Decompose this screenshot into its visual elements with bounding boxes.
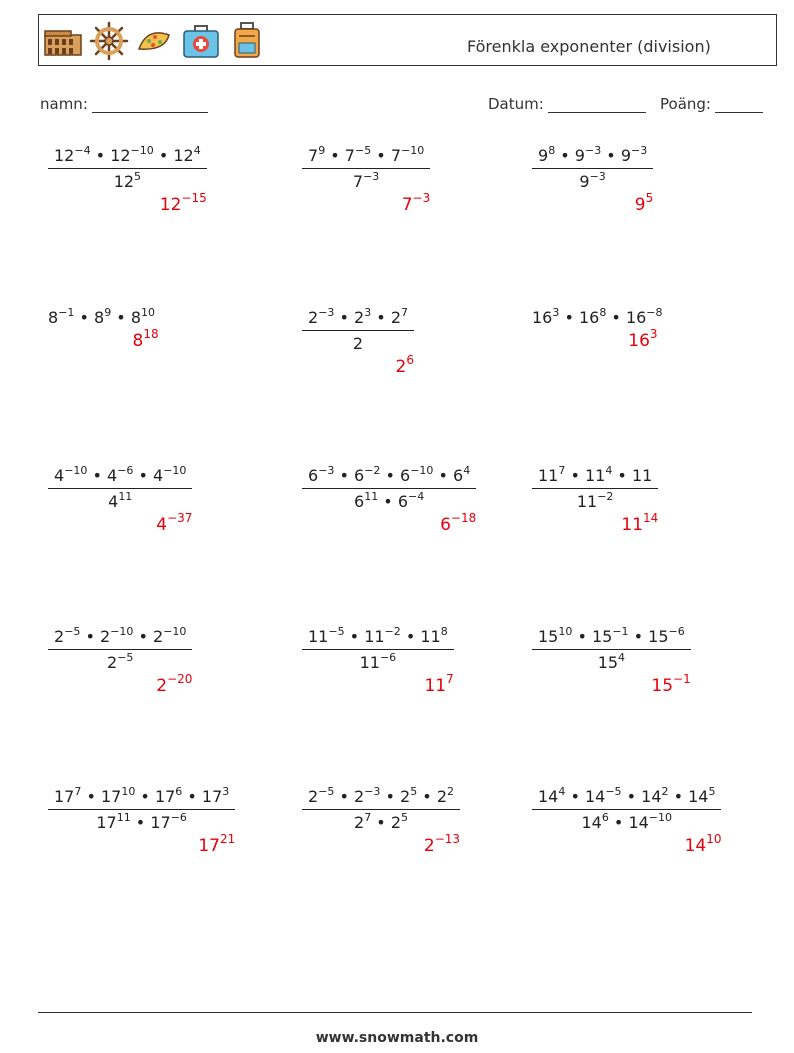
denominator — [302, 489, 476, 511]
multiply-dot: • — [621, 787, 642, 806]
multiply-dot: • — [325, 146, 345, 165]
problem-14 — [302, 787, 460, 832]
numerator — [48, 146, 207, 168]
multiply-dot: • — [628, 627, 649, 646]
denominator-term-exponent: 11 — [118, 490, 133, 503]
problem-13 — [48, 787, 235, 832]
denominator-term-exponent: −4 — [408, 490, 425, 503]
multiply-dot: • — [378, 492, 398, 511]
numerator-term-base: 15 — [648, 627, 669, 646]
fraction — [532, 466, 658, 511]
answer-exponent: 10 — [706, 832, 722, 846]
fraction — [48, 146, 207, 191]
numerator-term-base: 15 — [538, 627, 559, 646]
denominator — [532, 169, 653, 191]
answer-base: 2 — [156, 676, 168, 696]
problem-4 — [48, 308, 155, 327]
numerator — [302, 627, 454, 649]
ship-wheel-icon — [89, 21, 129, 61]
denominator — [302, 810, 460, 832]
numerator-term-exponent: 4 — [463, 464, 471, 477]
answer-base: 8 — [132, 331, 144, 351]
numerator-term-exponent: −10 — [401, 144, 425, 157]
multiply-dot: • — [334, 466, 355, 485]
numerator-term-exponent: −2 — [384, 625, 401, 638]
numerator-term-base: 11 — [364, 627, 385, 646]
header-icons — [43, 21, 267, 61]
numerator-term-exponent: −3 — [364, 785, 381, 798]
multiply-dot: • — [133, 627, 154, 646]
first-aid-kit-icon — [181, 21, 221, 61]
answer-exponent: −1 — [673, 672, 691, 686]
numerator-term-exponent: 10 — [558, 625, 573, 638]
problem-12 — [532, 627, 691, 672]
denominator-term-base: 14 — [628, 813, 649, 832]
denominator-term-base: 14 — [581, 813, 602, 832]
answer-exponent: 7 — [446, 672, 454, 686]
numerator-term-exponent: −5 — [318, 785, 335, 798]
numerator-term-exponent: −10 — [163, 464, 187, 477]
numerator-term-base: 2 — [390, 308, 401, 327]
numerator-term-exponent: −3 — [318, 464, 335, 477]
numerator-term-exponent: 8 — [548, 144, 556, 157]
multiply-dot: • — [371, 813, 391, 832]
multiply-dot: • — [334, 308, 355, 327]
numerator — [48, 787, 235, 809]
footer-divider — [38, 1012, 752, 1013]
answer-base: 12 — [159, 195, 182, 215]
numerator — [302, 466, 476, 488]
score-label: Poäng: — [660, 95, 711, 113]
denominator-term-base: 17 — [150, 813, 171, 832]
expression-term-base: 8 — [94, 308, 105, 327]
expression — [532, 308, 663, 327]
expression-term-exponent: −1 — [58, 306, 75, 319]
multiply-dot: • — [601, 146, 621, 165]
denominator-term-base: 6 — [354, 492, 365, 511]
multiply-dot: • — [81, 787, 101, 806]
answer-base: 16 — [628, 331, 650, 351]
denominator-term-base: 12 — [113, 172, 135, 191]
expression — [48, 308, 155, 327]
numerator — [302, 308, 414, 330]
fraction — [532, 787, 721, 832]
answer — [634, 191, 654, 215]
fraction — [532, 627, 691, 672]
denominator — [48, 650, 192, 672]
multiply-dot: • — [344, 627, 365, 646]
denominator-term-exponent: 5 — [134, 170, 142, 183]
numerator-term-exponent: −10 — [110, 625, 134, 638]
numerator-term-base: 2 — [400, 787, 411, 806]
denominator — [302, 650, 454, 672]
problem-11 — [302, 627, 454, 672]
numerator-term-exponent: 7 — [558, 464, 566, 477]
numerator-term-base: 2 — [308, 308, 319, 327]
numerator-term-exponent: 9 — [318, 144, 326, 157]
answer-base: 2 — [423, 836, 435, 856]
multiply-dot: • — [668, 787, 689, 806]
date-blank[interactable] — [548, 98, 646, 113]
problem-5 — [302, 308, 414, 353]
expression-term-base: 8 — [130, 308, 141, 327]
numerator-term-exponent: −4 — [74, 144, 91, 157]
numerator-term-exponent: −10 — [130, 144, 154, 157]
multiply-dot: • — [133, 466, 154, 485]
numerator-term-base: 6 — [400, 466, 411, 485]
numerator-term-exponent: −6 — [668, 625, 685, 638]
fraction — [48, 787, 235, 832]
numerator-term-base: 15 — [591, 627, 613, 646]
answer-base: 6 — [440, 515, 451, 535]
answer-base: 15 — [651, 676, 674, 696]
numerator-term-base: 4 — [107, 466, 118, 485]
numerator-term-exponent: −5 — [328, 625, 345, 638]
numerator — [302, 146, 430, 168]
date-field[interactable] — [488, 95, 646, 113]
answer-exponent: −20 — [167, 672, 193, 686]
numerator — [532, 627, 691, 649]
multiply-dot: • — [87, 466, 108, 485]
expression-term-base: 16 — [578, 308, 600, 327]
denominator — [532, 489, 658, 511]
numerator-term-base: 6 — [453, 466, 464, 485]
numerator-term-exponent: 5 — [708, 785, 716, 798]
numerator-term-base: 17 — [100, 787, 122, 806]
answer-exponent: 14 — [643, 511, 659, 525]
denominator-term-base: 7 — [352, 172, 364, 191]
multiply-dot: • — [153, 146, 174, 165]
numerator-term-base: 4 — [54, 466, 65, 485]
problem-1 — [48, 146, 207, 191]
numerator-term-exponent: 10 — [121, 785, 136, 798]
multiply-dot: • — [606, 308, 626, 327]
numerator-term-exponent: −2 — [364, 464, 381, 477]
numerator-term-exponent: −5 — [64, 625, 81, 638]
answer-base: 11 — [424, 676, 447, 696]
expression-term-exponent: 10 — [141, 306, 155, 319]
numerator-term-base: 12 — [54, 146, 75, 165]
problem-15 — [532, 787, 721, 832]
multiply-dot: • — [371, 308, 391, 327]
numerator-term-base: 12 — [110, 146, 131, 165]
multiply-dot: • — [417, 787, 437, 806]
answer — [628, 327, 658, 351]
numerator-term-base: 17 — [54, 787, 75, 806]
answer-exponent: −13 — [434, 832, 461, 846]
multiply-dot: • — [380, 787, 401, 806]
numerator-term-base: 4 — [153, 466, 164, 485]
denominator — [302, 331, 414, 353]
numerator-term-base: 11 — [308, 627, 329, 646]
multiply-dot: • — [135, 787, 155, 806]
numerator-term-exponent: 4 — [558, 785, 566, 798]
denominator — [48, 489, 192, 511]
numerator-term-exponent: −3 — [631, 144, 648, 157]
answer — [424, 672, 454, 696]
denominator-term-exponent: 7 — [364, 811, 372, 824]
numerator-term-exponent: 5 — [410, 785, 418, 798]
answer — [401, 191, 431, 215]
denominator-term-exponent: 4 — [618, 651, 626, 664]
denominator — [48, 169, 207, 191]
denominator-term-exponent: 5 — [401, 811, 408, 824]
numerator-term-base: 17 — [154, 787, 176, 806]
numerator-term-base: 11 — [631, 466, 653, 485]
denominator-term-base: 11 — [359, 653, 380, 672]
multiply-dot: • — [80, 627, 101, 646]
denominator-term-exponent: 6 — [601, 811, 609, 824]
denominator-term-base: 2 — [354, 813, 365, 832]
numerator-term-base: 2 — [436, 787, 448, 806]
multiply-dot: • — [111, 308, 131, 327]
numerator-term-exponent: −10 — [410, 464, 434, 477]
numerator — [48, 466, 192, 488]
fraction — [532, 146, 653, 191]
numerator-term-base: 9 — [620, 146, 631, 165]
expression-term-base: 16 — [532, 308, 553, 327]
problem-2 — [302, 146, 430, 191]
numerator-term-base: 14 — [538, 787, 559, 806]
denominator-term-base: 6 — [397, 492, 408, 511]
numerator-term-base: 7 — [308, 146, 319, 165]
denominator-term-base: 2 — [107, 653, 118, 672]
numerator-term-base: 2 — [100, 627, 111, 646]
answer — [156, 511, 193, 535]
answer — [684, 832, 722, 856]
numerator-term-exponent: 3 — [364, 306, 372, 319]
numerator — [532, 466, 658, 488]
numerator-term-exponent: 7 — [74, 785, 82, 798]
multiply-dot: • — [371, 146, 391, 165]
multiply-dot: • — [555, 146, 575, 165]
answer-base: 9 — [634, 195, 646, 215]
colosseum-icon — [43, 21, 83, 61]
expression-term-exponent: 3 — [552, 306, 560, 319]
numerator-term-base: 9 — [574, 146, 585, 165]
problem-9 — [532, 466, 658, 511]
fraction — [302, 627, 454, 672]
fraction — [48, 466, 192, 511]
numerator-term-exponent: −5 — [605, 785, 622, 798]
answer-base: 4 — [156, 515, 168, 535]
multiply-dot: • — [433, 466, 454, 485]
numerator-term-base: 17 — [201, 787, 223, 806]
numerator-term-exponent: −6 — [117, 464, 134, 477]
numerator-term-exponent: 7 — [401, 306, 408, 319]
numerator-term-exponent: 6 — [175, 785, 183, 798]
numerator-term-exponent: −3 — [318, 306, 335, 319]
numerator-term-base: 9 — [538, 146, 549, 165]
answer-exponent: −3 — [412, 191, 431, 205]
numerator-term-base: 7 — [390, 146, 401, 165]
multiply-dot: • — [130, 813, 151, 832]
numerator-term-exponent: 2 — [661, 785, 669, 798]
answer — [132, 327, 159, 351]
fraction — [48, 627, 192, 672]
numerator-term-base: 11 — [538, 466, 559, 485]
answer — [651, 672, 691, 696]
denominator-term-exponent: 11 — [364, 490, 379, 503]
denominator-term-base: 17 — [96, 813, 117, 832]
name-blank[interactable] — [92, 98, 208, 113]
numerator-term-exponent: −5 — [354, 144, 372, 157]
answer — [440, 511, 477, 535]
problem-10 — [48, 627, 192, 672]
fraction — [302, 146, 430, 191]
multiply-dot: • — [182, 787, 202, 806]
multiply-dot: • — [565, 787, 585, 806]
numerator-term-exponent: 4 — [605, 464, 613, 477]
problem-8 — [302, 466, 476, 511]
numerator-term-base: 12 — [173, 146, 194, 165]
problem-6 — [532, 308, 663, 327]
score-blank[interactable] — [715, 98, 763, 113]
fraction — [302, 787, 460, 832]
header-box — [38, 14, 777, 66]
multiply-dot: • — [608, 813, 629, 832]
denominator-term-base: 9 — [579, 172, 590, 191]
multiply-dot: • — [90, 146, 111, 165]
score-field[interactable] — [660, 95, 763, 113]
problem-3 — [532, 146, 653, 191]
expression-term-base: 16 — [625, 308, 647, 327]
denominator-term-exponent: −3 — [589, 170, 606, 183]
numerator-term-base: 7 — [344, 146, 355, 165]
expression-term-exponent: 9 — [104, 306, 112, 319]
denominator — [532, 810, 721, 832]
multiply-dot: • — [572, 627, 592, 646]
numerator-term-exponent: 3 — [222, 785, 230, 798]
denominator-term-exponent: −10 — [648, 811, 673, 824]
answer-base: 2 — [395, 357, 407, 377]
answer-exponent: 18 — [143, 327, 159, 341]
answer-exponent: −37 — [167, 511, 193, 525]
answer-base: 7 — [401, 195, 413, 215]
answer — [198, 832, 236, 856]
problem-7 — [48, 466, 192, 511]
answer-exponent: −18 — [450, 511, 477, 525]
numerator-term-base: 14 — [688, 787, 709, 806]
denominator-term-exponent: −5 — [117, 651, 134, 664]
name-field[interactable] — [40, 95, 208, 113]
answer-base: 11 — [621, 515, 644, 535]
numerator-term-exponent: −3 — [584, 144, 602, 157]
denominator-term-exponent: −6 — [170, 811, 187, 824]
numerator — [48, 627, 192, 649]
answer-base: 14 — [684, 836, 707, 856]
answer-base: 17 — [198, 836, 220, 856]
numerator-term-base: 14 — [584, 787, 606, 806]
answer — [159, 191, 207, 215]
multiply-dot: • — [612, 466, 632, 485]
suitcase-icon — [227, 21, 267, 61]
expression-term-exponent: −8 — [646, 306, 663, 319]
numerator-term-exponent: 8 — [440, 625, 448, 638]
numerator-term-exponent: 4 — [193, 144, 201, 157]
answer-exponent: 21 — [219, 832, 236, 846]
answer — [621, 511, 659, 535]
numerator-term-base: 2 — [308, 787, 319, 806]
numerator-term-base: 2 — [354, 787, 365, 806]
answer-exponent: 3 — [649, 327, 658, 341]
numerator-term-base: 6 — [308, 466, 319, 485]
numerator-term-base: 11 — [584, 466, 606, 485]
name-label: namn: — [40, 95, 88, 113]
expression-term-base: 8 — [48, 308, 59, 327]
denominator-term-base: 15 — [597, 653, 619, 672]
expression-term-exponent: 8 — [599, 306, 607, 319]
multiply-dot: • — [74, 308, 95, 327]
answer-exponent: 5 — [645, 191, 654, 205]
multiply-dot: • — [380, 466, 401, 485]
numerator-term-exponent: −10 — [64, 464, 88, 477]
numerator-term-base: 14 — [641, 787, 662, 806]
multiply-dot: • — [334, 787, 355, 806]
fraction — [302, 308, 414, 353]
denominator — [532, 650, 691, 672]
taco-icon — [135, 21, 175, 61]
numerator-term-exponent: −10 — [163, 625, 187, 638]
numerator — [532, 146, 653, 168]
denominator-term-base: 2 — [390, 813, 401, 832]
denominator-term-exponent: 11 — [116, 811, 131, 824]
denominator-term-exponent: −3 — [363, 170, 380, 183]
numerator-term-base: 2 — [354, 308, 365, 327]
multiply-dot: • — [565, 466, 585, 485]
footer-url: www.snowmath.com — [315, 1030, 479, 1046]
numerator-term-base: 2 — [153, 627, 164, 646]
denominator-term-exponent: −6 — [379, 651, 397, 664]
numerator-term-base: 11 — [420, 627, 441, 646]
answer-exponent: 6 — [406, 353, 414, 367]
denominator-term-base: 2 — [352, 334, 364, 353]
denominator-term-base: 4 — [108, 492, 119, 511]
denominator — [302, 169, 430, 191]
denominator — [48, 810, 235, 832]
numerator — [532, 787, 721, 809]
numerator-term-base: 6 — [354, 466, 365, 485]
denominator-term-base: 11 — [576, 492, 598, 511]
multiply-dot: • — [559, 308, 579, 327]
answer — [156, 672, 193, 696]
numerator-term-base: 2 — [54, 627, 65, 646]
multiply-dot: • — [400, 627, 421, 646]
answer — [423, 832, 461, 856]
worksheet-title: Förenkla exponenter (division) — [467, 37, 711, 56]
answer-exponent: −15 — [181, 191, 207, 205]
fraction — [302, 466, 476, 511]
numerator-term-exponent: −1 — [612, 625, 629, 638]
numerator-term-exponent: 2 — [447, 785, 455, 798]
answer — [395, 353, 414, 377]
numerator — [302, 787, 460, 809]
date-label: Datum: — [488, 95, 544, 113]
denominator-term-exponent: −2 — [597, 490, 614, 503]
